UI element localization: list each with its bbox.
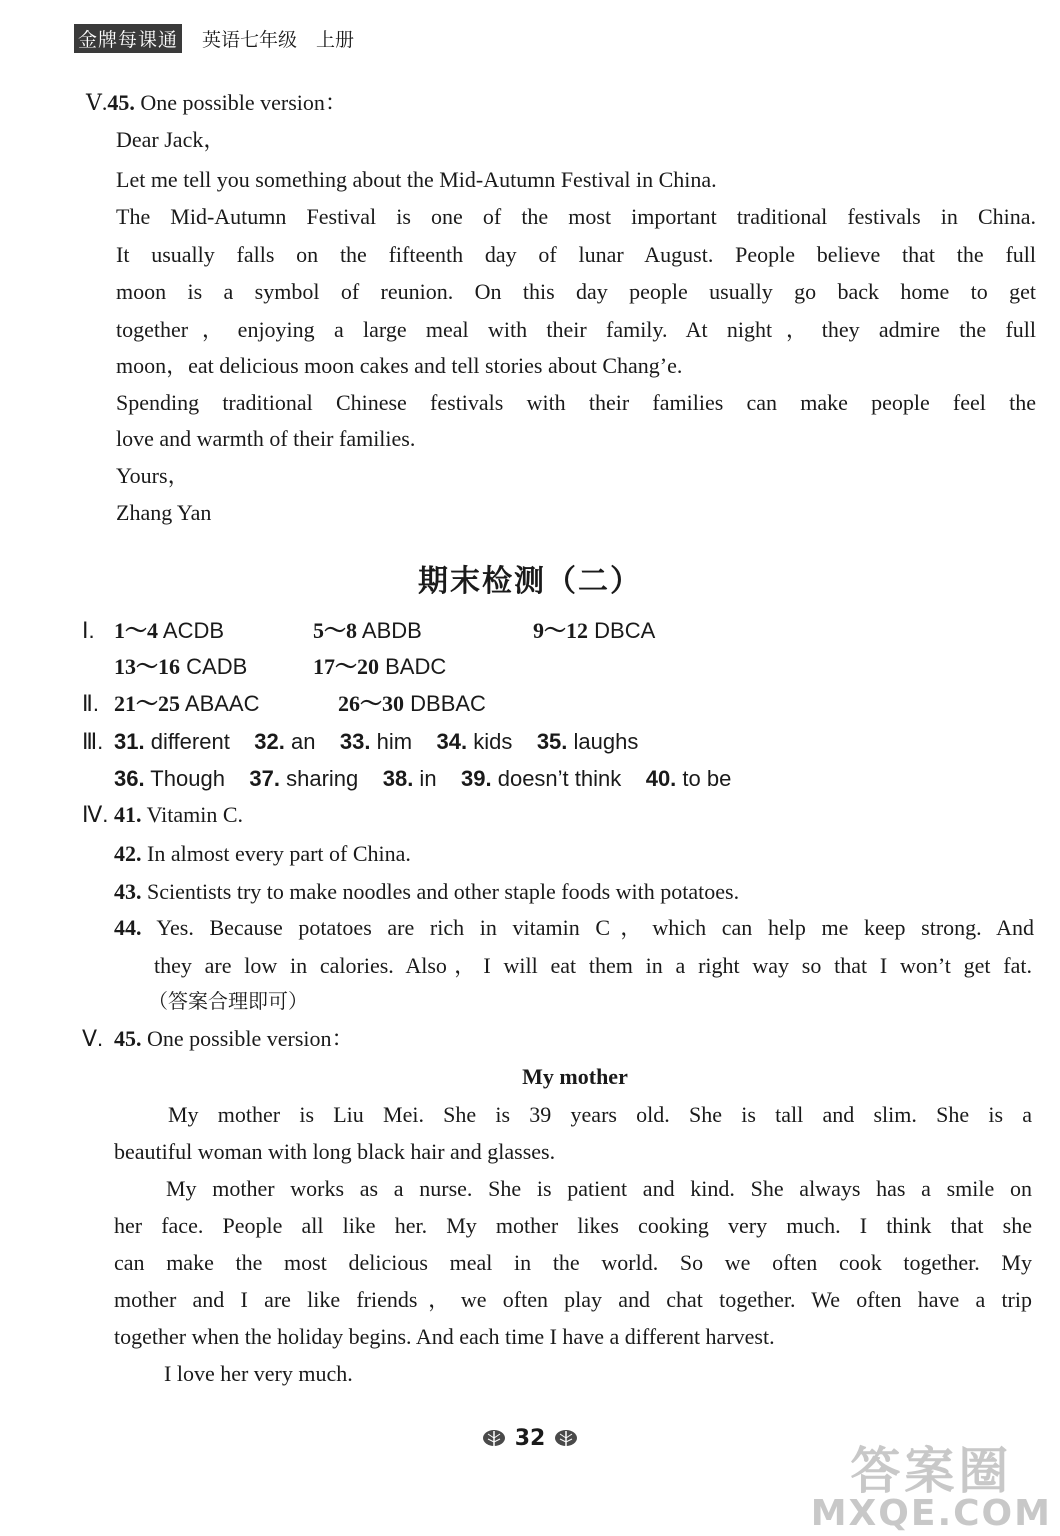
section-title: 期末检测（二） <box>418 564 642 599</box>
letter-line: love and warmth of their families. <box>116 426 416 451</box>
essay-line: My mother works as a nurse. She is patient and kind. She always has a smile on <box>166 1176 1032 1201</box>
essay-line: beautiful woman with long black hair and glasses. <box>114 1139 556 1164</box>
answer-row: 31. different 32. an 33. him 34. kids 35. laughs <box>114 729 639 754</box>
answers-section-5: Ⅴ. <box>82 1026 104 1051</box>
leaf-icon <box>481 1429 507 1449</box>
answer-item: 41. Vitamin C. <box>114 802 244 827</box>
essay-line: mother and I are like friends，we often play and chat together. We often have a trip <box>114 1287 1032 1312</box>
answer-group: 9～12 DBCA <box>533 618 656 643</box>
answer-item-cont: they are low in calories. Also，I will eat them in a right way so that I won’t get fat. <box>154 953 1032 978</box>
letter-paragraph: Let me tell you something about the Mid-Autumn Festival in China. <box>116 167 717 192</box>
answers-section-2: Ⅱ. <box>82 691 99 716</box>
letter-line: It usually falls on the fifteenth day of lunar August. People believe that the full <box>116 242 1036 267</box>
answer-group: 5～8 ABDB <box>313 618 422 643</box>
essay-line: can make the most delicious meal in the world. So we often cook together. My <box>114 1250 1032 1275</box>
answer-group: 13～16 CADB <box>114 654 248 679</box>
answer-group: 1～4 ACDB <box>114 618 225 643</box>
answer-item: 45. One possible version： <box>114 1026 354 1051</box>
subject-label: 英语七年级 上册 <box>202 28 355 51</box>
answer-note: （答案合理即可） <box>148 989 308 1013</box>
answer-group: 21～25 ABAAC <box>114 691 260 716</box>
leaf-icon <box>553 1429 579 1449</box>
letter-line: moon is a symbol of reunion. On this day people usually go back home to get <box>116 279 1036 304</box>
answer-item: 43. Scientists try to make noodles and other staple foods with potatoes. <box>114 879 740 904</box>
essay-line: I love her very much. <box>164 1361 353 1386</box>
answers-section-4: Ⅳ. <box>82 802 109 827</box>
answers-section-3: Ⅲ. <box>82 729 104 754</box>
part1-label: Ⅴ.45. One possible version： <box>86 90 347 115</box>
answer-item: 42. In almost every part of China. <box>114 841 411 866</box>
letter-line: The Mid-Autumn Festival is one of the most important traditional festivals in China. <box>116 204 1036 229</box>
essay-line: together when the holiday begins. And each time I have a different harvest. <box>114 1324 775 1349</box>
letter-signature: Zhang Yan <box>116 500 212 525</box>
answer-group: 17～20 BADC <box>313 654 447 679</box>
essay-line: her face. People all like her. My mother likes cooking very much. I think that she <box>114 1213 1032 1238</box>
letter-line: Spending traditional Chinese festivals with their families can make people feel the <box>116 390 1036 415</box>
letter-greeting: Dear Jack， <box>116 127 226 152</box>
letter-line: moon，eat delicious moon cakes and tell stories about Chang’e. <box>116 353 683 378</box>
essay-title: My mother <box>522 1064 628 1089</box>
letter-line: together，enjoying a large meal with their family. At night，they admire the full <box>116 317 1036 342</box>
answer-group: 26～30 DBBAC <box>338 691 486 716</box>
letter-closing: Yours， <box>116 463 190 488</box>
page-number: 32 <box>514 1426 546 1451</box>
answer-row: 36. Though 37. sharing 38. in 39. doesn’t think 40. to be <box>114 766 732 791</box>
watermark: 答案圈 MXQE.COM <box>810 1442 1052 1534</box>
answers-section-1: Ⅰ. <box>82 618 95 643</box>
essay-line: My mother is Liu Mei. She is 39 years old. She is tall and slim. She is a <box>168 1102 1032 1127</box>
page-header <box>74 24 354 52</box>
answer-item: 44. Yes. Because potatoes are rich in vitamin C，which can help me keep strong. And <box>114 915 1034 940</box>
brand-label: 金牌每课通 <box>74 24 182 53</box>
